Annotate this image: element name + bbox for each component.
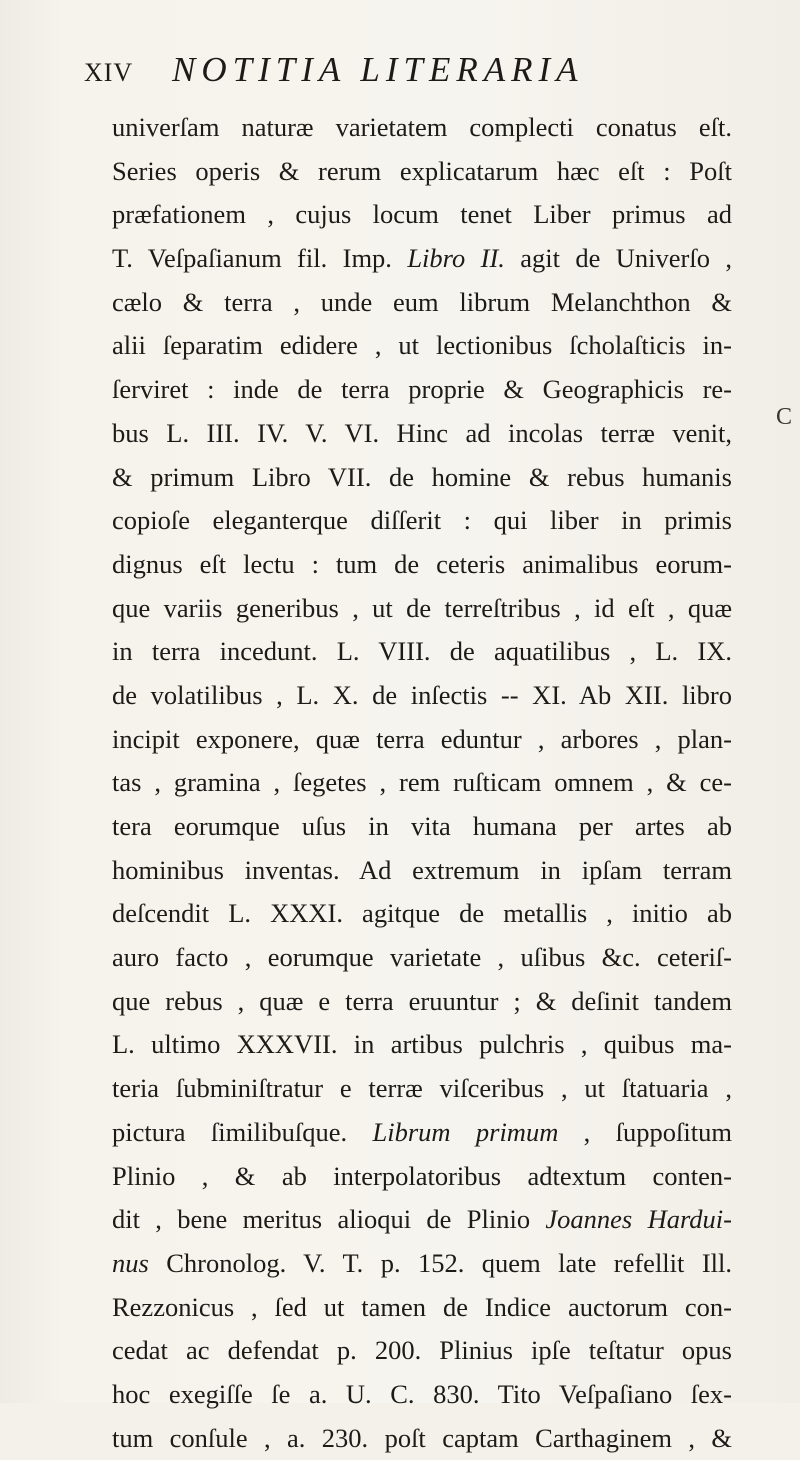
text-segment: Rezzonicus , ſed ut tamen de Indice auctorum con- [112,1291,732,1322]
text-line [112,761,732,805]
text-line [112,587,732,631]
page-header [84,50,724,94]
text-segment: teria ſubminiſtratur e terræ viſceribus , ut ſtatuaria , [112,1073,732,1104]
text-line [112,1067,732,1111]
text-segment: T. Veſpaſianum fil. Imp. [112,243,408,274]
text-segment: Chronolog. V. T. p. 152. quem late refellit Ill. [148,1247,732,1278]
text-segment: deſcendit L. XXXI. agitque de metallis , initio ab [112,898,732,929]
text-segment: cedat ac defendat p. 200. Plinius ipſe teſtatur opus [112,1335,732,1366]
text-segment: tas , gramina , ſegetes , rem ruſticam omnem , & ce- [112,767,732,798]
text-segment: copioſe eleganterque diſſerit : qui liber in primis [112,505,732,536]
text-line [112,150,732,194]
text-line [112,1155,732,1199]
text-line [112,412,732,456]
text-segment: dignus eſt lectu : tum de ceteris animalibus eorum- [112,548,732,579]
italic-segment: Libro II. [407,243,505,274]
text-segment: hominibus inventas. Ad extremum in ipſam terram [112,854,732,885]
text-segment: , ſuppoſitum [558,1116,732,1147]
text-line [112,980,732,1024]
text-segment: in terra incedunt. L. VIII. de aquatilibus , L. IX. [112,636,732,667]
text-segment: tum conſule , a. 230. poſt captam Carthaginem , & [112,1422,732,1453]
text-segment: que variis generibus , ut de terreſtribus , id eſt , quæ [112,592,732,623]
text-line [112,193,732,237]
text-line [112,1417,732,1460]
italic-segment: Librum primum [372,1116,559,1147]
text-segment: dit , bene meritus alioqui de Plinio [112,1204,546,1235]
text-line [112,849,732,893]
text-line [112,368,732,412]
text-segment: agit de Univerſo , [504,243,732,274]
text-line [112,805,732,849]
text-segment: & primum Libro VII. de homine & rebus humanis [112,461,732,492]
text-segment: bus L. III. IV. V. VI. Hinc ad incolas terræ venit, [112,417,732,448]
text-line [112,630,732,674]
text-segment: tera eorumque uſus in vita humana per artes ab [112,811,732,841]
text-line [112,674,732,718]
text-line [112,456,732,500]
text-line [112,281,732,325]
text-segment: Series operis & rerum explicatarum hæc eſt : Poſt [112,155,732,186]
text-segment: L. ultimo XXXVII. in artibus pulchris , quibus ma- [112,1029,732,1060]
text-line [112,237,732,281]
text-line [112,1242,732,1286]
text-segment: pictura ſimilibuſque. [112,1116,373,1147]
running-title: NOTITIA LITERARIA [172,50,584,89]
text-line [112,1023,732,1067]
text-segment: univerſam naturæ varietatem complecti conatus eſt. [112,112,732,142]
text-line [112,106,732,150]
body-text [112,106,732,1460]
text-line [112,1111,732,1155]
text-line [112,499,732,543]
text-segment: auro facto , eorumque varietate , uſibus &c. ceteriſ- [112,942,732,973]
text-segment: incipit exponere, quæ terra eduntur , arbores , plan- [112,723,732,754]
text-line [112,936,732,980]
text-segment: alii ſeparatim edidere , ut lectionibus ſcholaſticis in- [112,330,732,361]
text-segment: hoc exegiſſe ſe a. U. C. 830. Tito Veſpaſiano ſex- [112,1378,732,1409]
text-segment: ſerviret : inde de terra proprie & Geographicis re- [112,374,732,405]
text-line [112,1373,732,1417]
page-number: XIV [84,58,134,87]
text-line [112,543,732,587]
text-line [112,1329,732,1373]
text-line [112,1286,732,1330]
text-segment: que rebus , quæ e terra eruuntur ; & deſinit tandem [112,985,732,1016]
italic-segment: Joannes Hardui- [545,1204,732,1235]
text-line [112,892,732,936]
text-segment: cælo & terra , unde eum librum Melanchthon & [112,286,732,317]
margin-mark: C [776,404,793,430]
text-segment: de volatilibus , L. X. de inſectis -- XI. Ab XII. libro [112,679,732,710]
italic-segment: nus [112,1247,149,1278]
text-segment: Plinio , & ab interpolatoribus adtextum conten- [112,1160,732,1191]
text-line [112,324,732,368]
text-line [112,718,732,762]
text-segment: præfationem , cujus locum tenet Liber primus ad [112,199,732,230]
text-line [112,1198,732,1242]
